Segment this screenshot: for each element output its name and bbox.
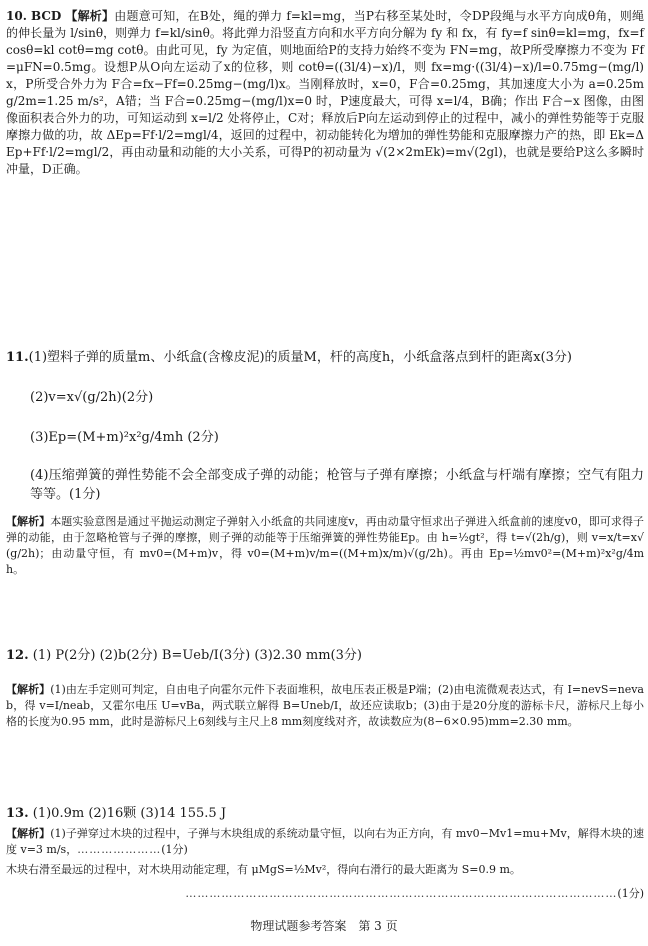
- q13-line2-block: [6, 862, 644, 878]
- q11-analysis-text: 本题实验意图是通过平抛运动测定子弹射入小纸盒的共同速度v，再由动量守恒求出子弹进入纸盒前的速度v0，即可求得子弹的动能，由于忽略枪管与子弹的摩擦，则子弹的动能等于压缩弹簧的弹性势能Ep。由 h=½gt²，得 t=√(2h/g)，则 v=x/t=x√(g/2h)；由动量守恒，有 mv0=(M+m)v，得 v0=(M+m)v/m=((M+m)x/m)√(g/2h)。再由 Ep=½mv0²=(M+m)²x²g/4mh。: [6, 515, 644, 576]
- q10-analysis-tag: 【解析】: [65, 9, 115, 23]
- q12-analysis-text: (1)由左手定则可判定，自由电子向霍尔元件下表面堆积，故电压表正极是P端；(2)由电流微观表达式，有 I=nevS=nevab，得 v=I/neab，又霍尔电压 U=vBa，两式联立解得 B=Uneb/I，故还应读取b；(3)由于是20分度的游标卡尺，游标尺上每小格的长度为0.95 mm，此时是游标尺上6刻线与主尺上8 mm刻度线对齐，故读数应为(8−6×0.95)mm=2.30 mm。: [6, 683, 644, 728]
- q12-number: 12.: [6, 648, 29, 663]
- q11-part2: (2)v=x√(g/2h)(2分): [30, 390, 154, 405]
- q11-part1-text: (1)塑料子弹的质量m、小纸盒(含橡皮泥)的质量M，杆的高度h，小纸盒落点到杆的距离x(3分): [28, 350, 572, 365]
- q12-answers-text: (1) P(2分) (2)b(2分) B=Ueb/I(3分) (3)2.30 mm(3分): [32, 648, 362, 663]
- q10-block: [6, 8, 644, 178]
- q13-line1: (1)子弹穿过木块的过程中，子弹与木块组成的系统动量守恒，以向右为正方向，有 mv0−Mv1=mu+Mv，解得木块的速度 v=3 m/s，: [6, 827, 645, 856]
- q13-score2: (1分): [617, 887, 644, 900]
- q11-part1: [6, 348, 644, 367]
- q13-analysis: 【解析】(1)子弹穿过木块的过程中，子弹与木块组成的系统动量守恒，以向右为正方向，有 mv0−Mv1=mu+Mv，解得木块的速度 v=3 m/s，…………………(1分): [6, 827, 645, 856]
- q12-answers: [6, 646, 644, 665]
- q13-analysis-tag: 【解析】: [6, 827, 51, 840]
- page-footer: 物理试题参考答案 第 3 页: [250, 919, 398, 933]
- q13-answers: [6, 804, 644, 823]
- q10-number: 10.: [6, 9, 27, 23]
- q10-analysis-text: 由题意可知，在B处，绳的弹力 f=kl=mg，当P右移至某处时，令DP段绳与水平方向成θ角，则绳的伸长量为 l/sinθ，则弹力 f=kl/sinθ。将此弹力沿竖直方向和水平方向分解为 fy 和 fx，有 fy=f sinθ=kl=mg，fx=f cosθ=kl cotθ=mg cotθ。由此可见，fy 为定值，则地面给P的支持力始终不变为 FN=mg，故P所受摩擦力不变为 Ff=μFN=0.5mg。设想P从O向左运动了x的位移，则 cotθ=((3l/4)−x)/l，则 fx=mg·((3l/4)−x)/l=0.75mg−(mg/l)x，P所受合外力为 F合=fx−Ff=0.25mg−(mg/l)x。当刚释放时，x=0，F合=0.25mg，其加速度大小为 a=0.25mg/2m=1.25 m/s²，A错；当 F合=0.25mg−(mg/l)x=0 时，P速度最大，可得 x=l/4，B确；作出 F合−x 图像，由图像面积表合外力的功，可知运动到 x=l/2 处将停止，C对；释放后P向左运动到停止的过程中，减小的弹性势能等于克服摩擦力做的功，故 ΔEp=Ff·l/2=mgl/4，返回的过程中，初动能转化为增加的弹性势能和克服摩擦力产的热，即 Ek=ΔEp+Ff·l/2=mgl/2，再由动量和动能的大小关系，可得P的初动量为 √(2×2mEk)=m√(2gl)，也就是要给P这么多瞬时冲量，D正确。: [6, 9, 644, 176]
- q11-part4: (4)压缩弹簧的弹性势能不会全部变成子弹的动能；枪管与子弹有摩擦；小纸盒与杆端有摩擦；空气有阻力等等。(1分): [30, 468, 644, 502]
- q12-analysis: [6, 682, 644, 730]
- q11-analysis: [6, 514, 644, 578]
- q13-line2: 木块右滑至最远的过程中，对木块用动能定理，有 μMgS=½Mv²，得向右滑行的最大距离为 S=0.9 m。: [6, 863, 521, 876]
- q13-score1: (1分): [161, 843, 188, 856]
- q11-part3: (3)Ep=(M+m)²x²g/4mh (2分): [30, 430, 219, 445]
- q12-analysis-tag: 【解析】: [6, 683, 51, 696]
- q11-number: 11.: [6, 350, 29, 365]
- q11-analysis-tag: 【解析】: [6, 515, 51, 528]
- q13-answers-text: (1)0.9m (2)16颗 (3)14 155.5 J: [32, 806, 227, 821]
- q13-number: 13.: [6, 806, 29, 821]
- q13-score2-line: ………………………………………………………………………………………………(1分): [185, 887, 644, 900]
- q10-answer: BCD: [30, 9, 62, 23]
